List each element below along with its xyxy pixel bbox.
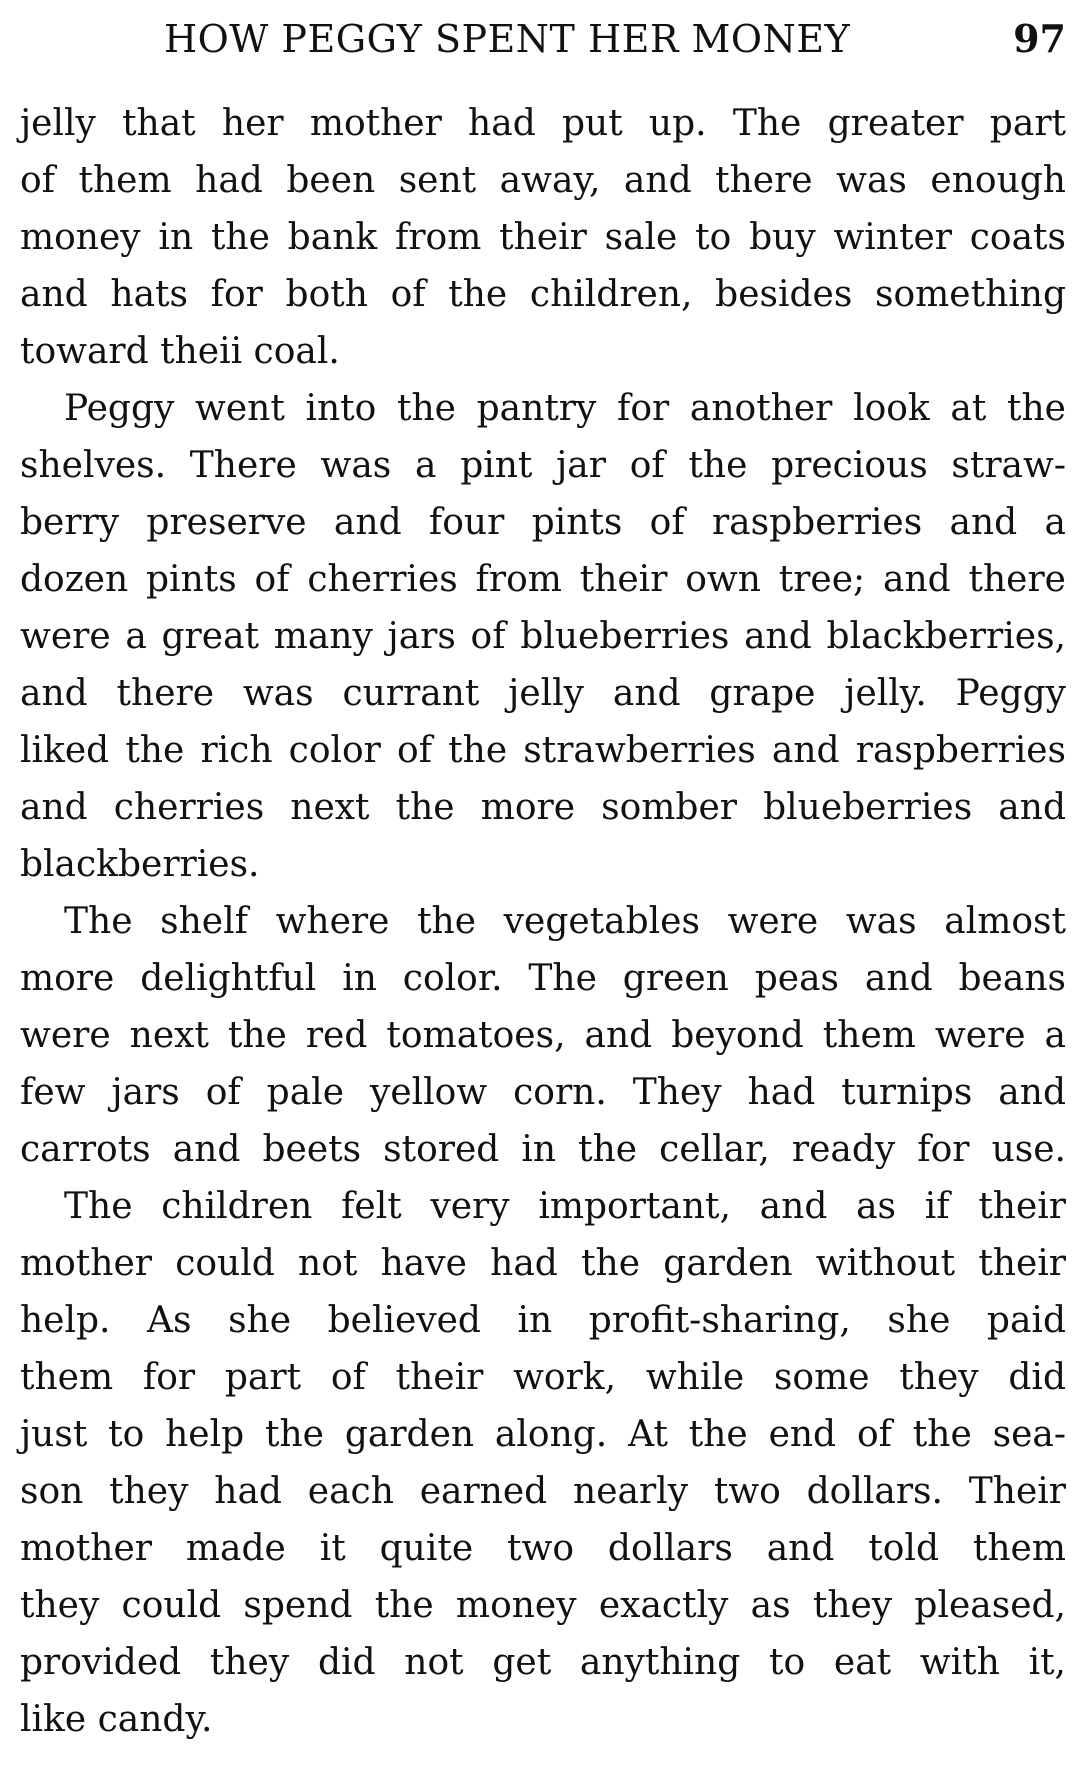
text-line: dozen pints of cherries from their own tree; and there <box>20 559 1066 600</box>
text-line: them for part of their work, while some they did <box>20 1357 1066 1398</box>
text-line: mother could not have had the garden without their <box>20 1243 1066 1284</box>
text-line: and hats for both of the children, besides something <box>20 274 1066 315</box>
text-line: The shelf where the vegetables were was almost <box>64 901 1066 942</box>
text-line: son they had each earned nearly two dollars. Their <box>20 1471 1066 1512</box>
text-line: jelly that her mother had put up. The greater part <box>20 103 1066 144</box>
text-line: mother made it quite two dollars and told them <box>20 1528 1066 1569</box>
text-line: blackberries. <box>20 844 260 885</box>
text-line: shelves. There was a pint jar of the precious straw- <box>20 445 1066 486</box>
body-text <box>20 95 1066 1748</box>
text-line: just to help the garden along. At the end of the sea- <box>20 1414 1066 1455</box>
text-line: like candy. <box>20 1699 213 1740</box>
text-line: carrots and beets stored in the cellar, ready for use. <box>20 1129 1066 1170</box>
text-line: were a great many jars of blueberries and blackberries, <box>20 616 1066 657</box>
running-title: HOW PEGGY SPENT HER MONEY <box>164 17 851 61</box>
text-line: more delightful in color. The green peas and beans <box>20 958 1066 999</box>
text-line: of them had been sent away, and there was enough <box>20 160 1066 201</box>
text-line: help. As she believed in profit-sharing, she paid <box>20 1300 1066 1341</box>
page-number: 97 <box>1013 16 1066 61</box>
text-line: liked the rich color of the strawberries and raspberries <box>20 730 1066 771</box>
text-line: money in the bank from their sale to buy winter coats <box>20 217 1066 258</box>
page-header <box>20 14 1066 64</box>
text-line: The children felt very important, and as if their <box>64 1186 1066 1227</box>
text-line: few jars of pale yellow corn. They had turnips and <box>20 1072 1066 1113</box>
text-line: berry preserve and four pints of raspberries and a <box>20 502 1066 543</box>
text-line: and there was currant jelly and grape jelly. Peggy <box>20 673 1066 714</box>
text-line: were next the red tomatoes, and beyond them were a <box>20 1015 1066 1056</box>
text-line: and cherries next the more somber blueberries and <box>20 787 1066 828</box>
text-line: they could spend the money exactly as they pleased, <box>20 1585 1066 1626</box>
text-line: provided they did not get anything to eat with it, <box>20 1642 1066 1683</box>
text-line: toward theii coal. <box>20 331 340 372</box>
text-line: Peggy went into the pantry for another look at the <box>64 388 1066 429</box>
